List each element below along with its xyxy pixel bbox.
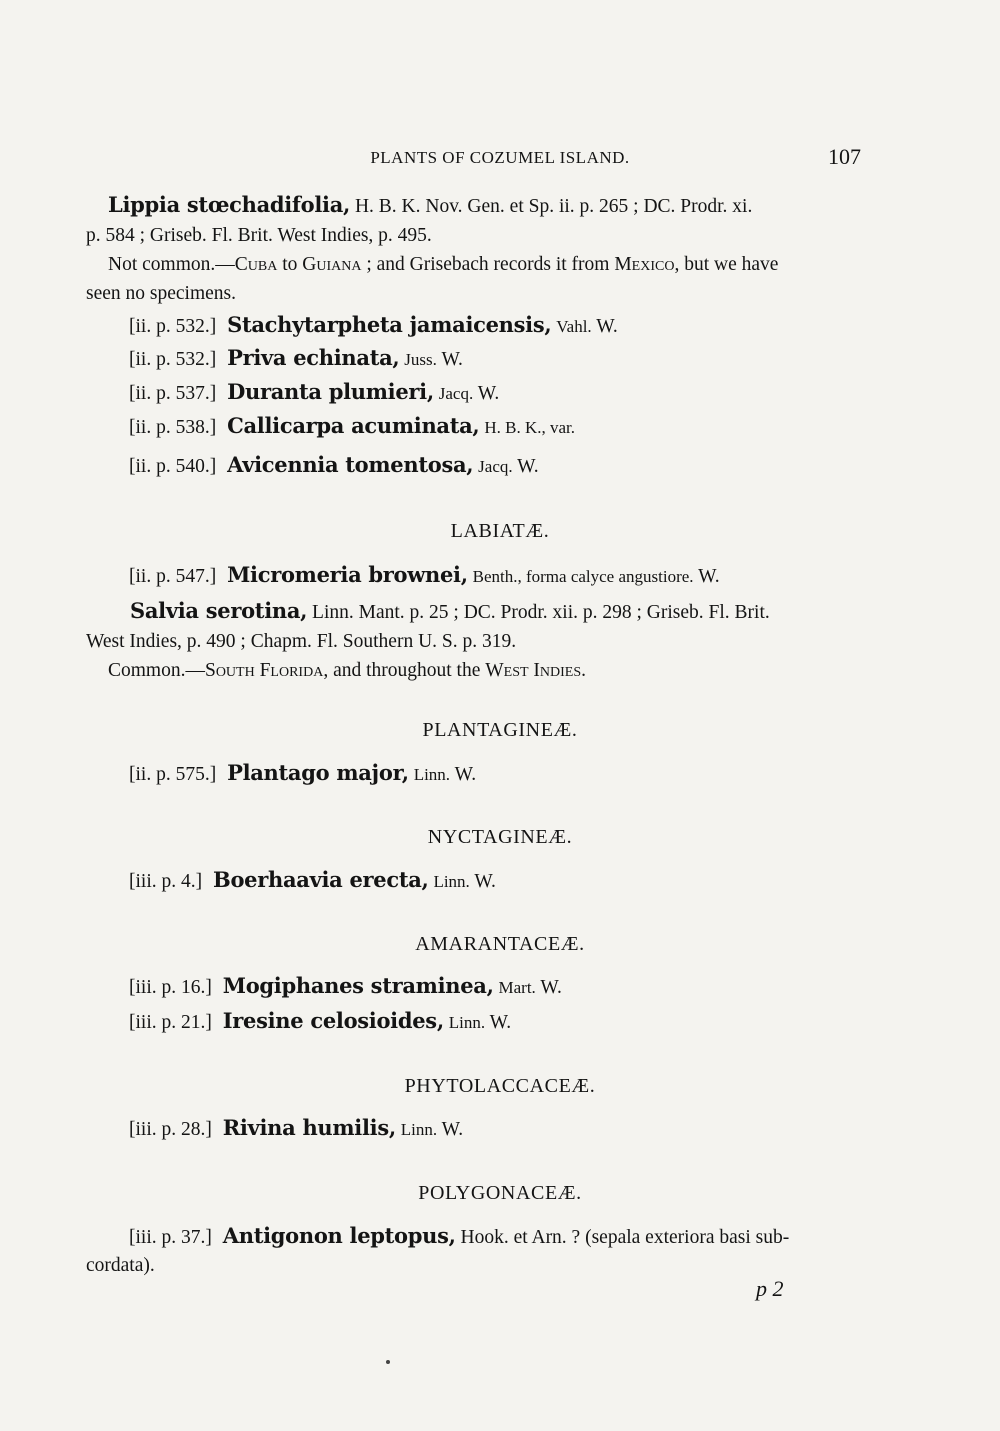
- volume-reference: [iii. p. 28.]: [129, 1119, 212, 1140]
- note-text: , and throughout the: [323, 660, 486, 681]
- taxon-name: Salvia serotina,: [130, 598, 308, 623]
- family-heading: AMARANTACEÆ.: [415, 933, 585, 955]
- distribution-note-continued: seen no specimens.: [86, 283, 237, 304]
- species-entry: [129, 759, 869, 789]
- volume-reference: [ii. p. 532.]: [129, 349, 217, 370]
- family-heading: POLYGONACEÆ.: [418, 1182, 582, 1204]
- note-text: to: [277, 254, 303, 275]
- author: Jacq.: [438, 384, 474, 403]
- taxon-name: Mogiphanes straminea,: [222, 973, 494, 998]
- author: H. B. K., var.: [484, 418, 575, 437]
- collector: W.: [474, 871, 496, 892]
- volume-reference: [ii. p. 540.]: [129, 456, 217, 477]
- volume-reference: [ii. p. 575.]: [129, 764, 217, 785]
- collector: W.: [698, 566, 720, 587]
- collector: W.: [477, 383, 500, 404]
- collector: W.: [517, 456, 539, 477]
- note-text: , but we have: [674, 254, 779, 275]
- running-title: PLANTS OF COZUMEL ISLAND.: [370, 148, 630, 167]
- taxon-name: Callicarpa acuminata,: [227, 413, 480, 438]
- collector: W.: [441, 1119, 464, 1140]
- family-heading: NYCTAGINEÆ.: [427, 826, 573, 848]
- lippia-citation: [86, 190, 866, 221]
- family-heading: PLANTAGINEÆ.: [422, 719, 578, 741]
- salvia-citation: [86, 596, 866, 627]
- taxon-name: Stachytarpheta jamaicensis,: [227, 312, 552, 337]
- distribution-note: [86, 250, 866, 279]
- taxon-name: Rivina humilis,: [222, 1115, 396, 1140]
- citation-continued: p. 584 ; Griseb. Fl. Brit. West Indies, p. 495.: [86, 225, 432, 246]
- salvia-entry: [86, 596, 866, 685]
- species-entry: [129, 866, 869, 896]
- taxon-name: Priva echinata,: [227, 345, 400, 370]
- taxon-name: Plantago major,: [227, 760, 409, 785]
- family-heading: PHYTOLACCACEÆ.: [404, 1075, 596, 1097]
- species-entry: [129, 378, 869, 408]
- collector: W.: [596, 316, 618, 337]
- species-entry: [129, 451, 869, 481]
- species-entry: [129, 972, 869, 1002]
- family-heading: LABIATÆ.: [450, 520, 550, 542]
- collector: W.: [540, 977, 562, 998]
- note-text: .: [581, 660, 587, 681]
- taxon-name: Avicennia tomentosa,: [227, 452, 474, 477]
- species-entry: [129, 412, 869, 442]
- taxon-name: Micromeria brownei,: [227, 562, 468, 587]
- place-name: South Florida: [204, 660, 324, 681]
- species-entry: [129, 311, 869, 341]
- place-name: West Indies: [485, 660, 582, 681]
- entry-continuation: cordata).: [86, 1255, 155, 1276]
- author: Juss.: [404, 350, 437, 369]
- note-text: Not common.—: [108, 254, 235, 275]
- taxon-name: Iresine celosioides,: [222, 1008, 444, 1033]
- species-entry: [129, 1222, 869, 1252]
- volume-reference: [iii. p. 16.]: [129, 977, 212, 998]
- note-text: ; and Grisebach records it from: [361, 254, 615, 275]
- species-entry: [129, 1114, 869, 1144]
- taxon-name: Boerhaavia erecta,: [213, 867, 429, 892]
- author: Linn.: [448, 1013, 486, 1032]
- volume-reference: [ii. p. 532.]: [129, 316, 217, 337]
- volume-reference: [ii. p. 538.]: [129, 417, 217, 438]
- volume-reference: [ii. p. 537.]: [129, 383, 217, 404]
- author: Vahl.: [556, 317, 592, 336]
- lippia-entry: [86, 190, 866, 308]
- species-entry: [129, 344, 869, 374]
- volume-reference: [iii. p. 21.]: [129, 1012, 212, 1033]
- author: Mart.: [498, 978, 536, 997]
- collector: W.: [454, 764, 477, 785]
- author: Linn.: [433, 872, 470, 891]
- citation-text: H. B. K. Nov. Gen. et Sp. ii. p. 265 ; DC. Prodr. xi.: [350, 196, 753, 217]
- species-entry: [129, 561, 869, 591]
- place-name: Cuba: [234, 254, 278, 275]
- citation-continued: West Indies, p. 490 ; Chapm. Fl. Southern U. S. p. 319.: [86, 631, 517, 652]
- signature-mark: p 2: [756, 1276, 784, 1301]
- species-entry: [129, 1007, 869, 1037]
- collector: W.: [441, 349, 463, 370]
- distribution-note: [86, 656, 866, 685]
- taxon-name: Antigonon leptopus,: [222, 1223, 456, 1248]
- collector: W.: [489, 1012, 512, 1033]
- volume-reference: [iii. p. 4.]: [129, 871, 203, 892]
- author: Benth., forma calyce angustiore.: [472, 567, 694, 586]
- author: Linn.: [400, 1120, 438, 1139]
- author: Linn.: [413, 765, 451, 784]
- volume-reference: [iii. p. 37.]: [129, 1227, 212, 1248]
- citation-text: Linn. Mant. p. 25 ; DC. Prodr. xii. p. 298 ; Griseb. Fl. Brit.: [307, 602, 770, 623]
- volume-reference: [ii. p. 547.]: [129, 566, 217, 587]
- taxon-name: Lippia stœchadifolia,: [108, 192, 351, 217]
- author: Hook. et Arn. ? (sepala exteriora basi sub-: [460, 1227, 790, 1248]
- place-name: Mexico: [614, 254, 675, 275]
- ink-speck: [386, 1360, 390, 1364]
- author: Jacq.: [478, 457, 513, 476]
- taxon-name: Duranta plumieri,: [227, 379, 434, 404]
- note-text: Common.—: [108, 660, 205, 681]
- page-number: 107: [828, 144, 861, 169]
- place-name: Guiana: [302, 254, 362, 275]
